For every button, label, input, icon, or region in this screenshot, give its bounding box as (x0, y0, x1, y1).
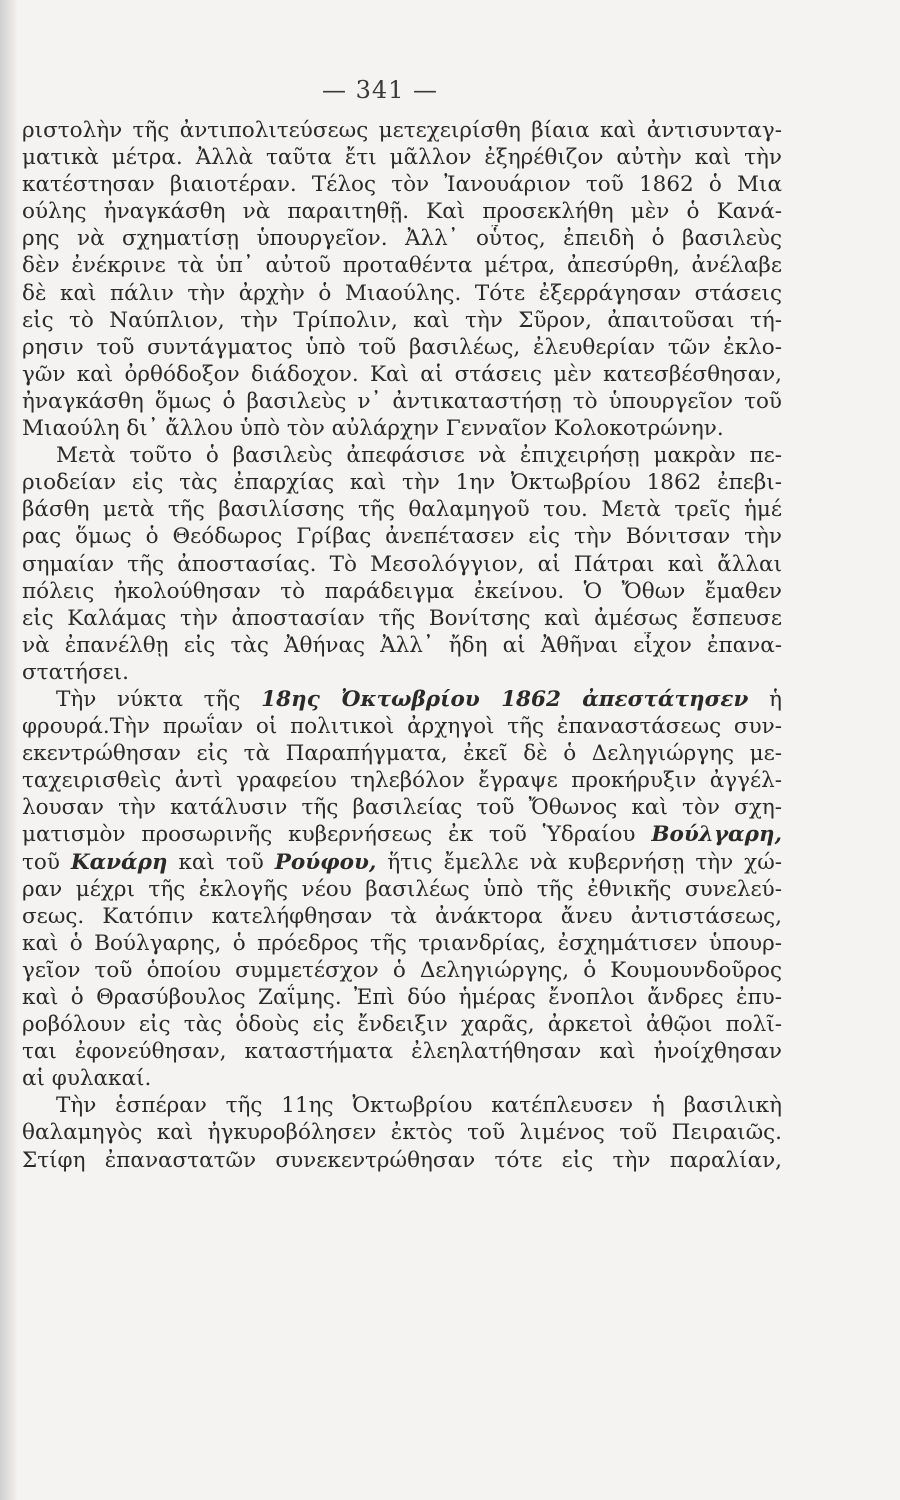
paragraph-start-line: Μετὰ τοῦτο ὁ βασιλεὺς ἀπεφάσισε νὰ ἐπιχειρήσῃ μακρὰν πε- (56, 443, 782, 469)
emphasis-name-kanaris: Κανάρη (70, 849, 168, 875)
text-line: ματικὰ μέτρα. Ἀλλὰ ταῦτα ἔτι μᾶλλον ἐξηρέθιζον αὐτὴν καὶ τὴν (22, 145, 782, 171)
paragraph-start-line (22, 686, 782, 713)
text-line: καὶ ὁ Βούλγαρης, ὁ πρόεδρος τῆς τριανδρίας, ἐσχημάτισεν ὑπουρ- (22, 930, 782, 956)
text-line: εκεντρώθησαν εἰς τὰ Παραπήγματα, ἐκεῖ δὲ ὁ Δεληγιώργης με- (22, 741, 782, 767)
binding-shadow (0, 0, 18, 1500)
text-line: στατήσει. (22, 659, 129, 685)
text-line: ρησιν τοῦ συντάγματος ὑπὸ τοῦ βασιλέως, ἐλευθερίαν τῶν ἐκλο- (22, 334, 782, 360)
text-line: ριστολὴν τῆς ἀντιπολιτεύσεως μετεχειρίσθη βίαια καὶ ἀντισυνταγ- (22, 118, 782, 143)
text-line: ρας ὅμως ὁ Θεόδωρος Γρίβας ἀνεπέτασεν εἰς τὴν Βόνιτσαν τὴν (22, 524, 782, 550)
emphasis-name-voulgaris: Βούλγαρη, (651, 822, 782, 848)
paragraph-start-line: Τὴν ἑσπέραν τῆς 11ης Ὀκτωβρίου κατέπλευσεν ἡ βασιλικὴ (56, 1093, 782, 1119)
text-line: ούλης ἠναγκάσθη νὰ παραιτηθῇ. Καὶ προσεκλήθη μὲν ὁ Κανά- (22, 199, 782, 225)
text-line: σεως. Κατόπιν κατελήφθησαν τὰ ἀνάκτορα ἄνευ ἀντιστάσεως, (22, 903, 782, 929)
text-line: κατέστησαν βιαιοτέραν. Τέλος τὸν Ἰανουάριον τοῦ 1862 ὁ Μια (22, 172, 782, 198)
text-line: ραν μέχρι τῆς ἐκλογῆς νέου βασιλέως ὑπὸ τῆς ἐθνικῆς συνελεύ- (22, 876, 782, 902)
text-line: γῶν καὶ ὀρθόδοξον διάδοχον. Καὶ αἱ στάσεις μὲν κατεσβέσθησαν, (22, 361, 782, 387)
text-line: ριοδείαν εἰς τὰς ἐπαρχίας καὶ τὴν 1ην Ὀκτωβρίου 1862 ἐπεβι- (22, 470, 782, 496)
text-line: φρουρά.Τὴν πρωΐαν οἱ πολιτικοὶ ἀρχηγοὶ τῆς ἐπαναστάσεως συν- (22, 714, 782, 740)
text-line: ἠναγκάσθη ὅμως ὁ βασιλεὺς ν᾽ ἀντικαταστήσῃ τὸ ὑπουργεῖον τοῦ (22, 388, 782, 414)
line-segment-plain: ἡ (748, 686, 782, 712)
text-line: νὰ ἐπανέλθῃ εἰς τὰς Ἀθήνας Ἀλλ᾽ ἤδη αἱ Ἀθῆναι εἶχον ἐπανα- (22, 632, 782, 658)
text-line: σημαίαν τῆς ἀποστασίας. Τὸ Μεσολόγγιον, αἱ Πάτραι καὶ ἄλλαι (22, 551, 782, 577)
text-line: καὶ ὁ Θρασύβουλος Ζαΐμης. Ἐπὶ δύο ἡμέρας ἔνοπλοι ἄνδρες ἐπυ- (22, 985, 782, 1010)
text-line: δὲ καὶ πάλιν τὴν ἀρχὴν ὁ Μιαούλης. Τότε ἐξερράγησαν στάσεις (22, 280, 782, 306)
text-line: ταχειρισθεὶς ἀντὶ γραφείου τηλεβόλον ἔγραψε προκήρυξιν ἀγγέλ- (22, 768, 782, 794)
text-line: εἰς Καλάμας τὴν ἀποστασίαν τῆς Βονίτσης καὶ ἀμέσως ἔσπευσε (22, 605, 782, 631)
text-line: εἰς τὸ Ναύπλιον, τὴν Τρίπολιν, καὶ τὴν Σῦρον, ἀπαιτοῦσαι τή- (22, 307, 782, 333)
text-line: λουσαν τὴν κατάλυσιν τῆς βασιλείας τοῦ Ὄθωνος καὶ τὸν σχη- (22, 795, 782, 821)
text-line: ται ἐφονεύθησαν, καταστήματα ἐλεηλατήθησαν καὶ ἠνοίχθησαν (22, 1039, 782, 1065)
text-line: ροβόλουν εἰς τὰς ὁδοὺς εἰς ἔνδειξιν χαρᾶς, ἀρκετοὶ ἀθῷοι πολῖ- (22, 1012, 782, 1038)
text-line (22, 821, 782, 848)
text-line: θαλαμηγὸς καὶ ἠγκυροβόλησεν ἐκτὸς τοῦ λιμένος τοῦ Πειραιῶς. (22, 1120, 782, 1146)
body-text (22, 117, 782, 1174)
text-line: δὲν ἐνέκρινε τὰ ὑπ᾽ αὐτοῦ προταθέντα μέτρα, ἀπεσύρθη, ἀνέλαβε (22, 253, 782, 279)
emphasis-name-roufos: Ρούφου, (274, 849, 377, 875)
text-line: Στίφη ἐπαναστατῶν συνεκεντρώθησαν τότε εἰς τὴν παραλίαν, (22, 1147, 782, 1173)
text-line: βάσθη μετὰ τῆς βασιλίσσης τῆς θαλαμηγοῦ του. Μετὰ τρεῖς ἡμέ (22, 497, 782, 523)
line-segment-plain: ἥτις ἔμελλε νὰ κυβερνήσῃ τὴν χώ- (376, 849, 782, 875)
page-number: — 341 — (321, 76, 439, 104)
text-line: ρης νὰ σχηματίσῃ ὑπουργεῖον. Ἀλλ᾽ οὗτος, ἐπειδὴ ὁ βασιλεὺς (22, 226, 782, 252)
line-segment-plain: καὶ τοῦ (167, 849, 275, 875)
emphasis-date: 18ης Ὀκτωβρίου 1862 ἀπεστάτησεν (261, 686, 749, 712)
text-line: γεῖον τοῦ ὁποίου συμμετέσχον ὁ Δεληγιώργης, ὁ Κουμουνδοῦρος (22, 957, 782, 983)
line-segment-plain: Τὴν νύκτα τῆς (56, 686, 262, 712)
text-line: αἱ φυλακαί. (22, 1066, 152, 1092)
text-line (22, 849, 782, 876)
line-segment-plain: ματισμὸν προσωρινῆς κυβερνήσεως ἐκ τοῦ Ὑδραίου (22, 822, 652, 848)
text-line: πόλεις ἠκολούθησαν τὸ παράδειγμα ἐκείνου. Ὁ Ὄθων ἔμαθεν (22, 578, 782, 604)
line-segment-plain: τοῦ (22, 849, 71, 875)
text-line: Μιαούλη δι᾽ ἄλλου ὑπὸ τὸν αὐλάρχην Γενναῖον Κολοκοτρώνην. (22, 416, 724, 442)
